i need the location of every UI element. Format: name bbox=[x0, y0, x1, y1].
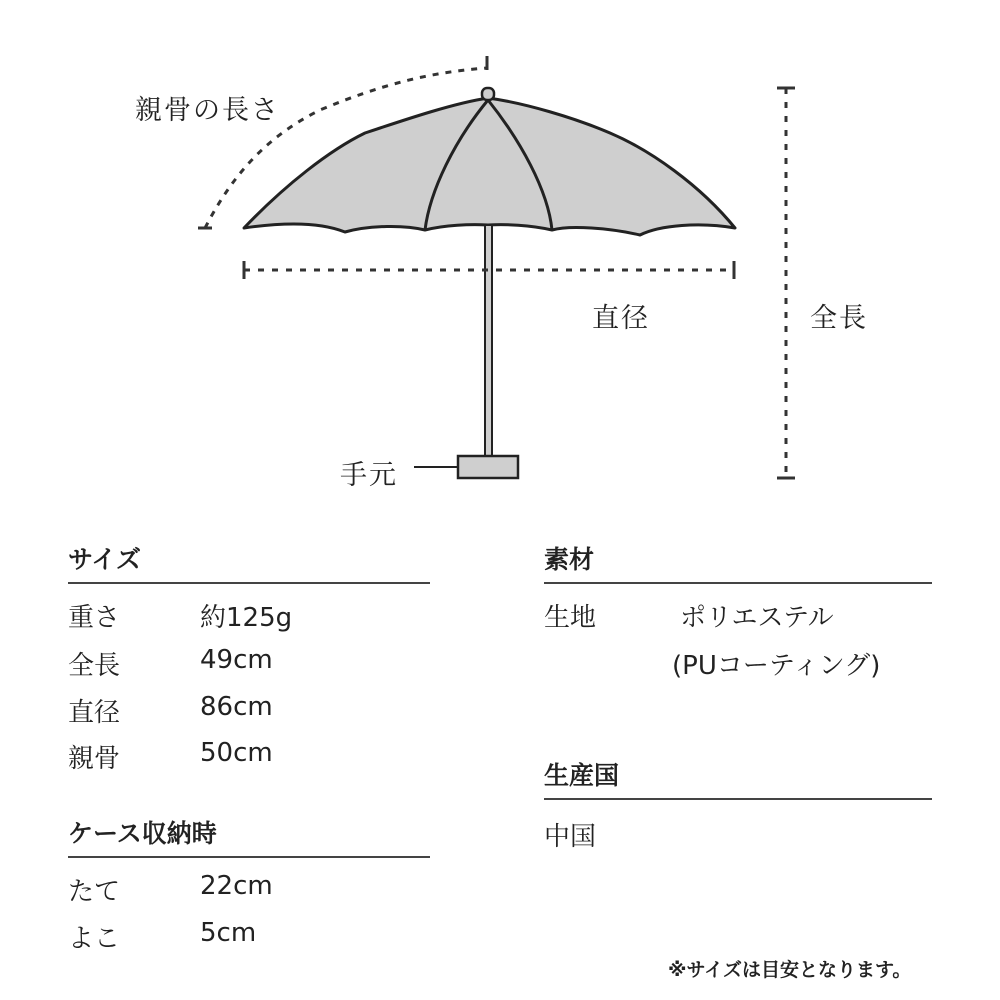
material-section-rule bbox=[544, 582, 932, 584]
size-row-value: 約125g bbox=[200, 603, 293, 633]
total-length-label: 全長 bbox=[810, 303, 868, 334]
material-value-line1: ポリエステル bbox=[680, 603, 834, 633]
umbrella-shaft bbox=[485, 225, 492, 457]
size-row-value: 50cm bbox=[200, 738, 273, 768]
case-row-key: たて bbox=[68, 877, 121, 907]
umbrella-handle bbox=[458, 456, 518, 478]
size-disclaimer-note: ※サイズは目安となります。 bbox=[668, 959, 912, 981]
material-value-line2: (PUコーティング) bbox=[672, 651, 881, 681]
size-section-title: サイズ bbox=[68, 545, 142, 574]
case-row-value: 5cm bbox=[200, 918, 257, 948]
case-section-rule bbox=[68, 856, 430, 858]
material-section-title: 素材 bbox=[544, 545, 595, 574]
umbrella-canopy bbox=[244, 98, 735, 235]
size-row-value: 49cm bbox=[200, 645, 273, 675]
case-section-title: ケース収納時 bbox=[68, 819, 217, 848]
size-row-key: 重さ bbox=[68, 603, 121, 633]
case-row-value: 22cm bbox=[200, 871, 273, 901]
origin-section-title: 生産国 bbox=[544, 761, 620, 790]
size-section-rule bbox=[68, 582, 430, 584]
umbrella-tip bbox=[482, 88, 494, 100]
origin-value: 中国 bbox=[544, 822, 597, 852]
size-row-key: 親骨 bbox=[68, 744, 121, 774]
case-row-key: よこ bbox=[68, 924, 121, 954]
size-row-value: 86cm bbox=[200, 692, 273, 722]
origin-section-rule bbox=[544, 798, 932, 800]
material-row-key: 生地 bbox=[544, 603, 597, 633]
diameter-label: 直径 bbox=[592, 303, 650, 334]
size-row-key: 直径 bbox=[68, 698, 121, 728]
rib-length-label: 親骨の長さ bbox=[135, 95, 280, 126]
size-row-key: 全長 bbox=[68, 651, 121, 681]
handle-label: 手元 bbox=[340, 460, 398, 491]
